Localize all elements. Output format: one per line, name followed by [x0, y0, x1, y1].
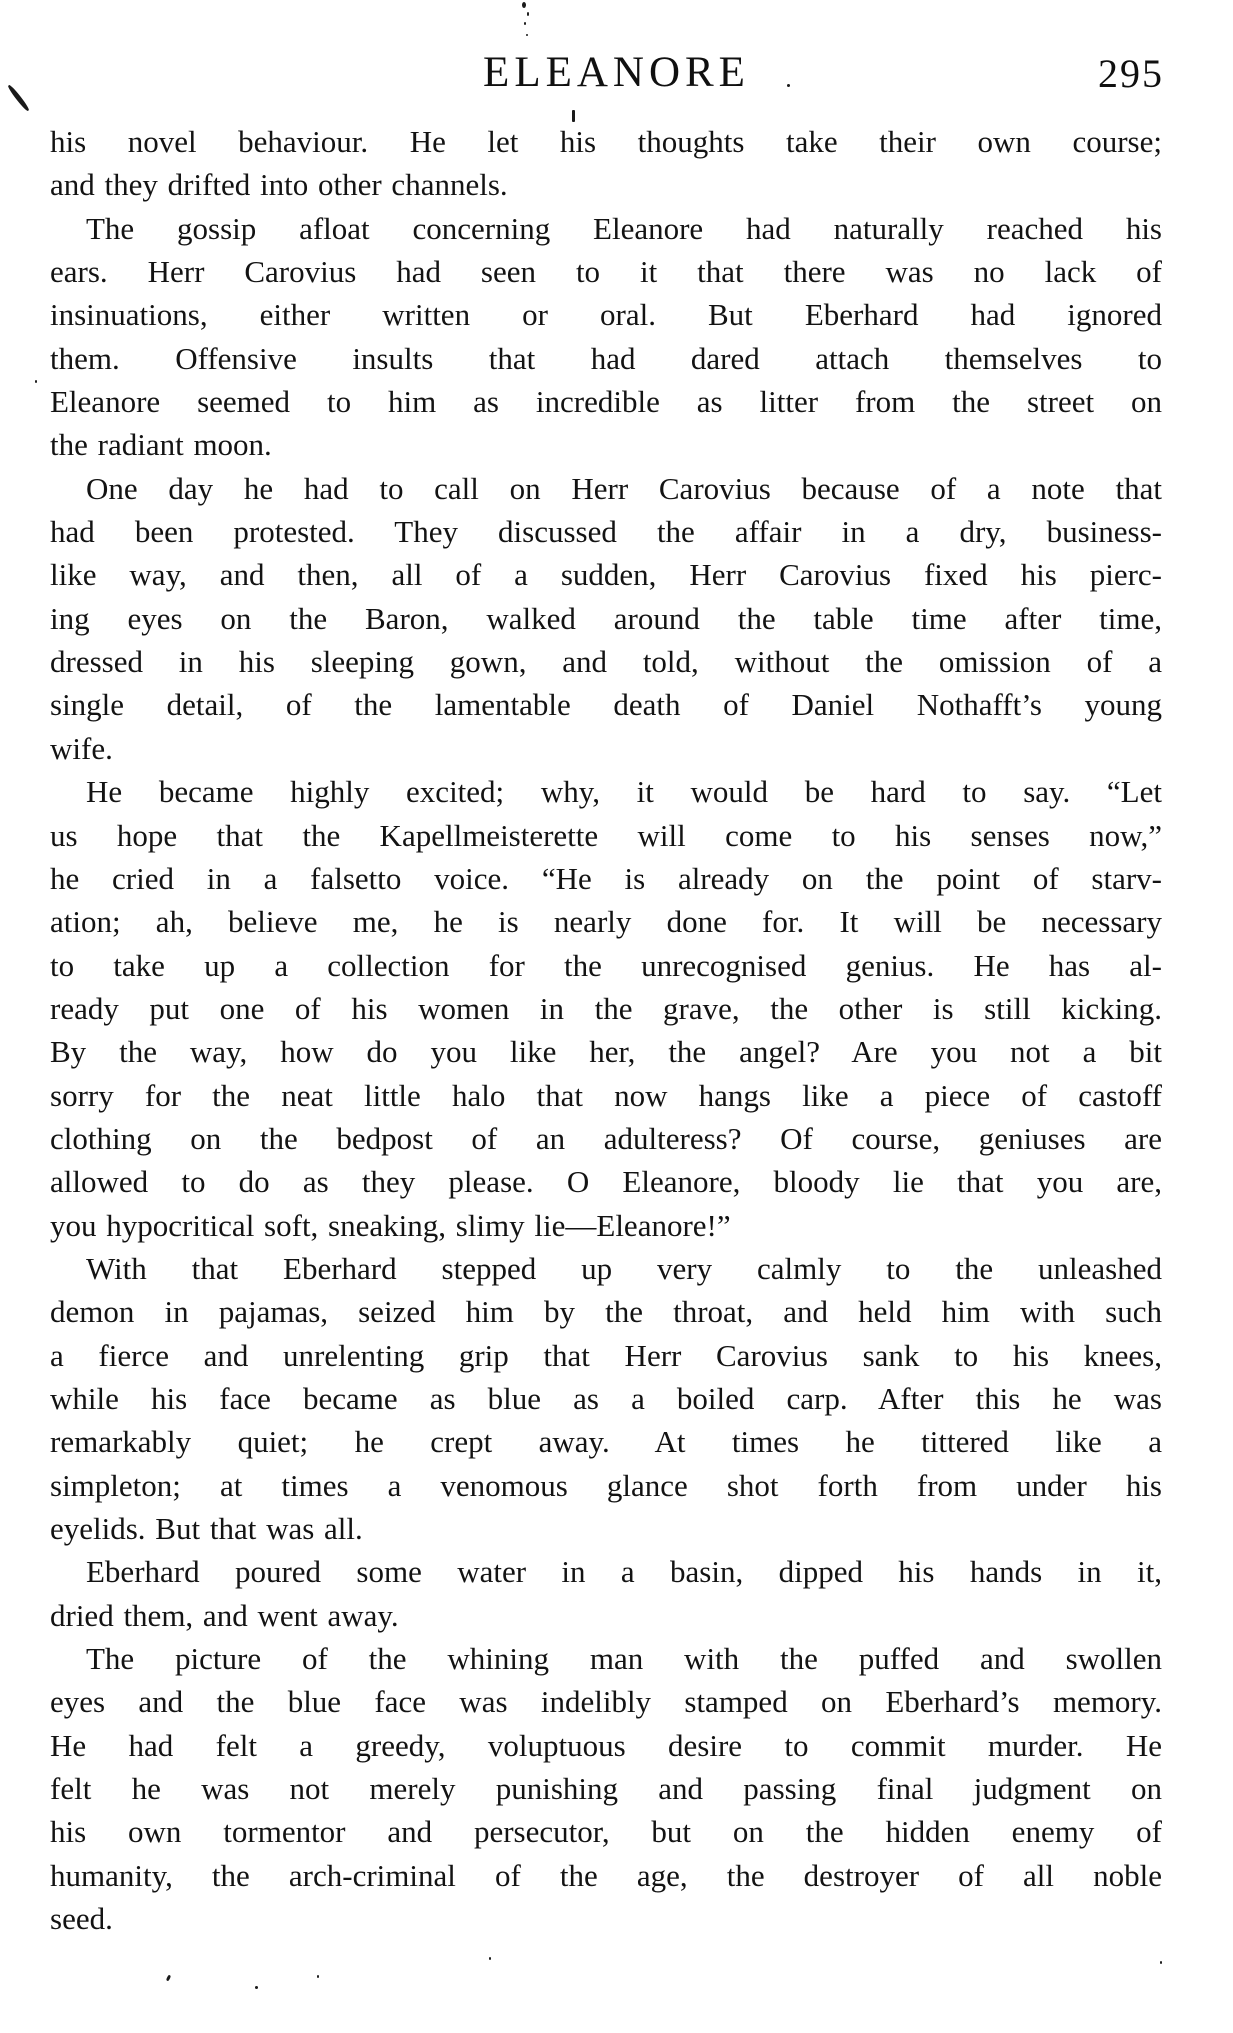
page-number: 295 [1098, 51, 1164, 96]
text-line: to take up a collection for the unrecognised genius. He has al- [50, 947, 1162, 983]
ink-speck [317, 1975, 319, 1978]
text-line: allowed to do as they please. O Eleanore, bloody lie that you are, [50, 1164, 1162, 1200]
text-line: like way, and then, all of a sudden, Herr Carovius fixed his pierc- [50, 557, 1162, 593]
text-line: insinuations, either written or oral. But Eberhard had ignored [50, 297, 1162, 333]
ink-speck [255, 1986, 258, 1989]
text-line: dressed in his sleeping gown, and told, without the omission of a [50, 644, 1162, 680]
text-line: clothing on the bedpost of an adulteress? Of course, geniuses are [50, 1120, 1162, 1156]
text-body [50, 120, 1162, 1940]
ink-speck [522, 2, 526, 8]
text-line: wife. [50, 730, 113, 766]
text-line: single detail, of the lamentable death of Daniel Nothafft’s young [50, 687, 1162, 723]
text-line: remarkably quiet; he crept away. At times he tittered like a [50, 1424, 1162, 1460]
text-line: and they drifted into other channels. [50, 167, 508, 203]
text-line: them. Offensive insults that had dared attach themselves to [50, 340, 1162, 376]
ink-speck [526, 34, 528, 36]
text-line: dried them, and went away. [50, 1597, 399, 1633]
text-line: eyelids. But that was all. [50, 1511, 363, 1546]
text-line: seed. [50, 1901, 113, 1937]
text-line: Eleanore seemed to him as incredible as litter from the street on [50, 384, 1162, 420]
text-line: The picture of the whining man with the puffed and swollen [86, 1641, 1162, 1677]
text-line: He became highly excited; why, it would be hard to say. “Let [86, 774, 1162, 810]
text-line: a fierce and unrelenting grip that Herr Carovius sank to his knees, [50, 1337, 1162, 1373]
text-line: felt he was not merely punishing and passing final judgment on [50, 1771, 1162, 1807]
ink-smudge [572, 110, 575, 122]
text-line: his novel behaviour. He let his thoughts take their own course; [50, 124, 1162, 159]
ink-speck [489, 1957, 491, 1960]
text-line: eyes and the blue face was indelibly stamped on Eberhard’s memory. [50, 1684, 1162, 1720]
text-line: us hope that the Kapellmeisterette will come to his senses now,” [50, 817, 1162, 853]
text-line: The gossip afloat concerning Eleanore had naturally reached his [86, 210, 1162, 246]
text-line: the radiant moon. [50, 427, 272, 463]
text-line: ation; ah, believe me, he is nearly done for. It will be necessary [50, 904, 1162, 940]
text-line: while his face became as blue as a boiled carp. After this he was [50, 1380, 1162, 1416]
ink-speck [527, 12, 529, 16]
text-line: his own tormentor and persecutor, but on the hidden enemy of [50, 1814, 1162, 1850]
text-line: he cried in a falsetto voice. “He is already on the point of starv- [50, 860, 1162, 896]
text-line: Eberhard poured some water in a basin, dipped his hands in it, [86, 1554, 1162, 1590]
running-title: ELEANORE [483, 49, 750, 96]
ink-speck [787, 84, 790, 87]
text-line: One day he had to call on Herr Carovius because of a note that [86, 470, 1162, 506]
ink-speck [524, 22, 526, 25]
text-line: demon in pajamas, seized him by the throat, and held him with such [50, 1294, 1162, 1330]
text-line: With that Eberhard stepped up very calmly to the unleashed [86, 1250, 1162, 1286]
ink-speck [166, 1975, 171, 1982]
text-line: sorry for the neat little halo that now hangs like a piece of castoff [50, 1077, 1162, 1113]
text-line: By the way, how do you like her, the angel? Are you not a bit [50, 1034, 1162, 1070]
text-line: humanity, the arch-criminal of the age, the destroyer of all noble [50, 1857, 1162, 1893]
text-line: ears. Herr Carovius had seen to it that there was no lack of [50, 254, 1162, 290]
ink-speck [35, 380, 37, 383]
text-line: ing eyes on the Baron, walked around the table time after time, [50, 600, 1162, 636]
text-line: you hypocritical soft, sneaking, slimy lie—Eleanore!” [50, 1207, 731, 1243]
ink-speck [1160, 1961, 1162, 1964]
text-line: He had felt a greedy, voluptuous desire to commit murder. He [50, 1727, 1162, 1763]
text-line: simpleton; at times a venomous glance shot forth from under his [50, 1467, 1162, 1503]
text-line: had been protested. They discussed the affair in a dry, business- [50, 514, 1162, 550]
text-line: ready put one of his women in the grave, the other is still kicking. [50, 990, 1162, 1026]
